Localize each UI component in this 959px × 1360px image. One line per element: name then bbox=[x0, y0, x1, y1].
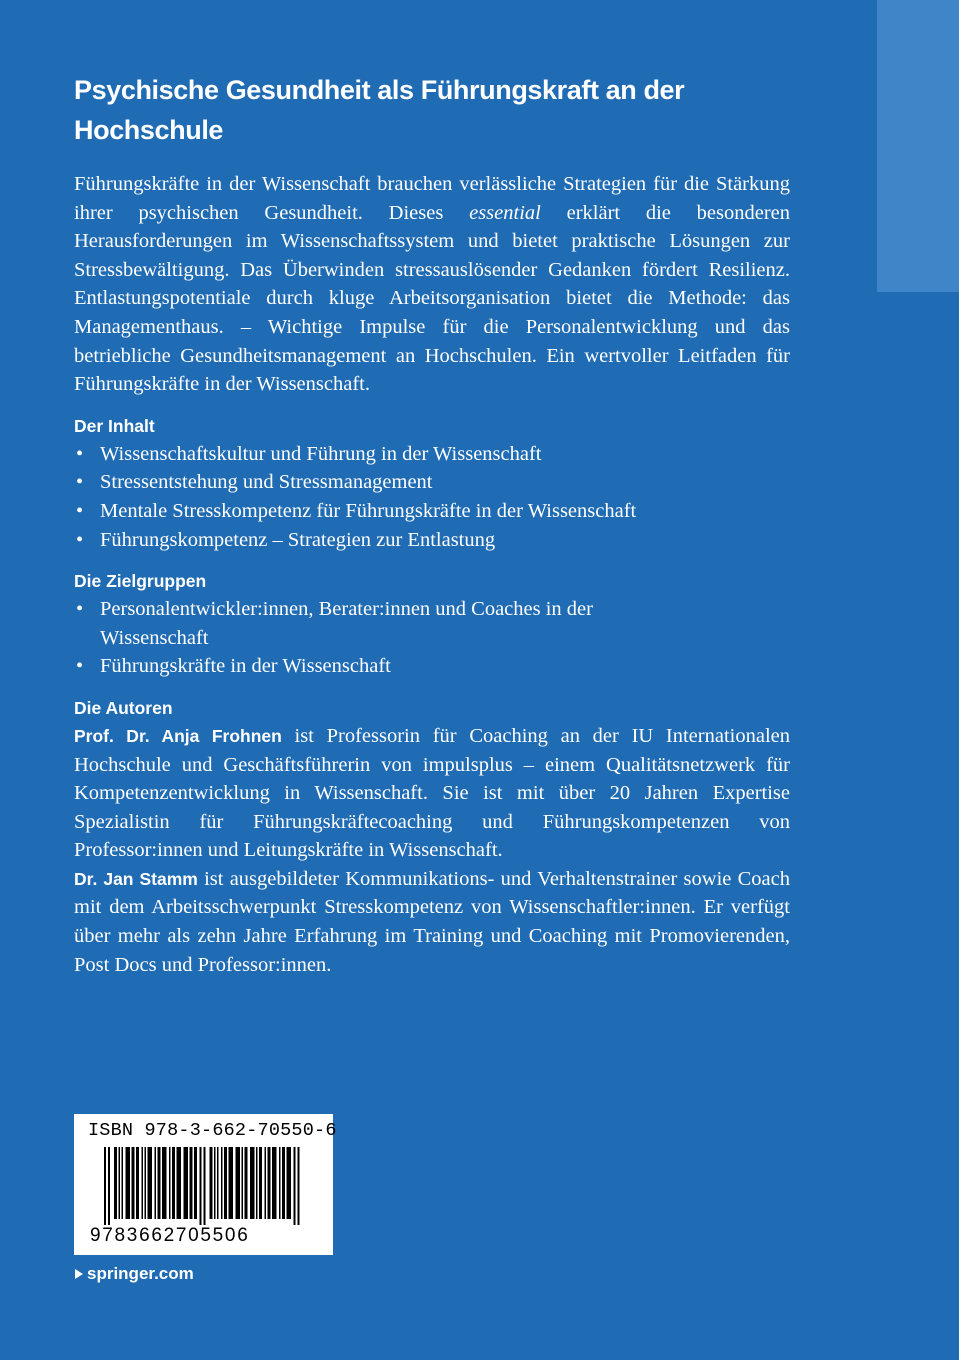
barcode-bar bbox=[282, 1147, 285, 1219]
list-item bbox=[74, 652, 790, 681]
barcode-bar bbox=[136, 1147, 139, 1219]
list-item-text: Führungskompetenz – Strategien zur Entlastung bbox=[100, 528, 496, 551]
barcode-bar bbox=[114, 1147, 117, 1219]
publisher-link[interactable] bbox=[74, 1262, 194, 1286]
barcode-bar bbox=[259, 1147, 262, 1219]
barcode-bar bbox=[119, 1147, 121, 1219]
intro-text-part1: Führungskräfte in der Wissenschaft brauchen verlässliche Strategien für die Stärkung ihrer psychischen Gesundheit. Dieses bbox=[74, 173, 790, 224]
author-bio-1 bbox=[74, 722, 790, 865]
barcode-bars bbox=[74, 1147, 333, 1227]
barcode-bar bbox=[250, 1147, 255, 1219]
list-item bbox=[74, 595, 660, 652]
barcode-bar bbox=[145, 1147, 147, 1219]
barcode-bar bbox=[242, 1147, 244, 1219]
list-item-text: Stressentstehung und Stressmanagement bbox=[100, 471, 433, 494]
list-item bbox=[74, 468, 790, 497]
barcode-bar bbox=[298, 1147, 300, 1225]
author-name-1: Prof. Dr. Anja Frohnen bbox=[74, 725, 282, 746]
author-text-2: ist ausgebildeter Kommunikations- und Verhaltenstrainer sowie Coach mit dem Arbeitsschwerpunkt Stresskompetenz von Wissenschaftler:innen. Er verfügt über mehr als zehn Jahre Erfahrung im Training und Coaching mit Promovierenden, Post Docs und Professor:innen. bbox=[74, 867, 791, 976]
barcode-bar bbox=[194, 1147, 197, 1219]
barcode-bar bbox=[287, 1147, 292, 1219]
barcode-bar bbox=[256, 1147, 258, 1219]
barcode-bar bbox=[132, 1147, 135, 1219]
intro-italic-word: essential bbox=[469, 201, 541, 224]
section-zielgruppen bbox=[74, 567, 790, 681]
barcode-bar bbox=[190, 1147, 193, 1219]
barcode-bar bbox=[265, 1147, 267, 1219]
bullet-icon: • bbox=[76, 471, 84, 494]
section-autoren bbox=[74, 694, 790, 979]
ean-digits: 9783662705506 bbox=[90, 1225, 250, 1246]
list-item-text: Wissenschaftskultur und Führung in der Wissenschaft bbox=[100, 442, 542, 465]
bullet-icon: • bbox=[76, 598, 84, 621]
back-cover-content bbox=[74, 70, 790, 979]
barcode-bar bbox=[279, 1147, 281, 1219]
barcode-bar bbox=[268, 1147, 271, 1219]
barcode-bar bbox=[200, 1147, 202, 1225]
list-item bbox=[74, 497, 790, 526]
isbn-barcode bbox=[74, 1114, 337, 1255]
barcode-bar bbox=[214, 1147, 216, 1219]
barcode-bar bbox=[169, 1147, 171, 1219]
list-item-text: Personalentwickler:innen, Berater:innen und Coaches in der Wissenschaft bbox=[100, 598, 593, 649]
barcode-bar bbox=[229, 1147, 234, 1219]
publisher-url: springer.com bbox=[87, 1264, 194, 1283]
heading-autoren: Die Autoren bbox=[74, 697, 173, 718]
barcode-bar bbox=[294, 1147, 296, 1225]
author-text-1: ist Professorin für Coaching an der IU Internationalen Hochschule und Geschäftsführerin von impulsplus – einem Qualitätsnetzwerk für Kompetenzentwicklung in Wissenschaft. Sie ist mit über 20 Jahren Expertise Spezialistin für Führungskräftecoaching und Führungskompetenzen von Professor:innen und Leitungskräfte in Wissenschaft. bbox=[74, 724, 790, 862]
page-title: Psychische Gesundheit als Führungskraft an der Hochschule bbox=[74, 75, 685, 145]
intro-text-part2: erklärt die besonderen Herausforderungen im Wissenschaftssystem und bietet praktische Lösungen zur Stressbewältigung. Das Überwinden stressauslösender Gedanken fördert Resilienz. Entlastungspotentiale durch kluge Arbeitsorganisation bietet die Methode: das Managementhaus. – Wichtige Impulse für die Personalentwicklung und das betriebliche Gesundheitsmanagement an Hochschulen. Ein wertvoller Leitfaden für Führungskräfte in der Wissenschaft. bbox=[74, 201, 791, 396]
list-item bbox=[74, 440, 790, 469]
barcode-bar bbox=[122, 1147, 124, 1219]
barcode-bar bbox=[162, 1147, 167, 1219]
barcode-bar bbox=[142, 1147, 144, 1219]
bullet-icon: • bbox=[76, 499, 84, 522]
barcode-bar bbox=[155, 1147, 157, 1219]
isbn-number: ISBN 978-3-662-70550-6 bbox=[88, 1120, 337, 1141]
barcode-bar bbox=[172, 1147, 175, 1219]
list-item bbox=[74, 526, 790, 555]
list-inhalt bbox=[74, 440, 790, 554]
side-color-tab bbox=[877, 0, 959, 292]
barcode-bar bbox=[210, 1147, 213, 1219]
barcode-bar bbox=[245, 1147, 248, 1219]
barcode-bar bbox=[108, 1147, 110, 1225]
bullet-icon: • bbox=[76, 442, 84, 465]
barcode-bar bbox=[224, 1147, 227, 1219]
barcode-bar bbox=[221, 1147, 223, 1219]
barcode-bar bbox=[177, 1147, 182, 1219]
barcode-bar bbox=[204, 1147, 206, 1225]
heading-zielgruppen: Die Zielgruppen bbox=[74, 571, 207, 592]
barcode-bar bbox=[158, 1147, 161, 1219]
heading-inhalt: Der Inhalt bbox=[74, 415, 155, 436]
list-item-text: Mentale Stresskompetenz für Führungskräfte in der Wissenschaft bbox=[100, 499, 637, 522]
arrow-right-icon bbox=[74, 1268, 84, 1280]
barcode-bar bbox=[104, 1147, 106, 1225]
barcode-bar bbox=[236, 1147, 241, 1219]
barcode-bar bbox=[126, 1147, 131, 1219]
intro-paragraph bbox=[74, 170, 790, 399]
author-bio-2 bbox=[74, 865, 790, 979]
author-name-2: Dr. Jan Stamm bbox=[74, 868, 198, 889]
bullet-icon: • bbox=[76, 528, 84, 551]
barcode-bar bbox=[148, 1147, 153, 1219]
barcode-bar bbox=[272, 1147, 277, 1219]
list-zielgruppen bbox=[74, 595, 790, 681]
list-item-text: Führungskräfte in der Wissenschaft bbox=[100, 655, 391, 678]
section-inhalt bbox=[74, 412, 790, 554]
barcode-bar bbox=[184, 1147, 189, 1219]
barcode-bar bbox=[217, 1147, 219, 1219]
bullet-icon: • bbox=[76, 655, 84, 678]
